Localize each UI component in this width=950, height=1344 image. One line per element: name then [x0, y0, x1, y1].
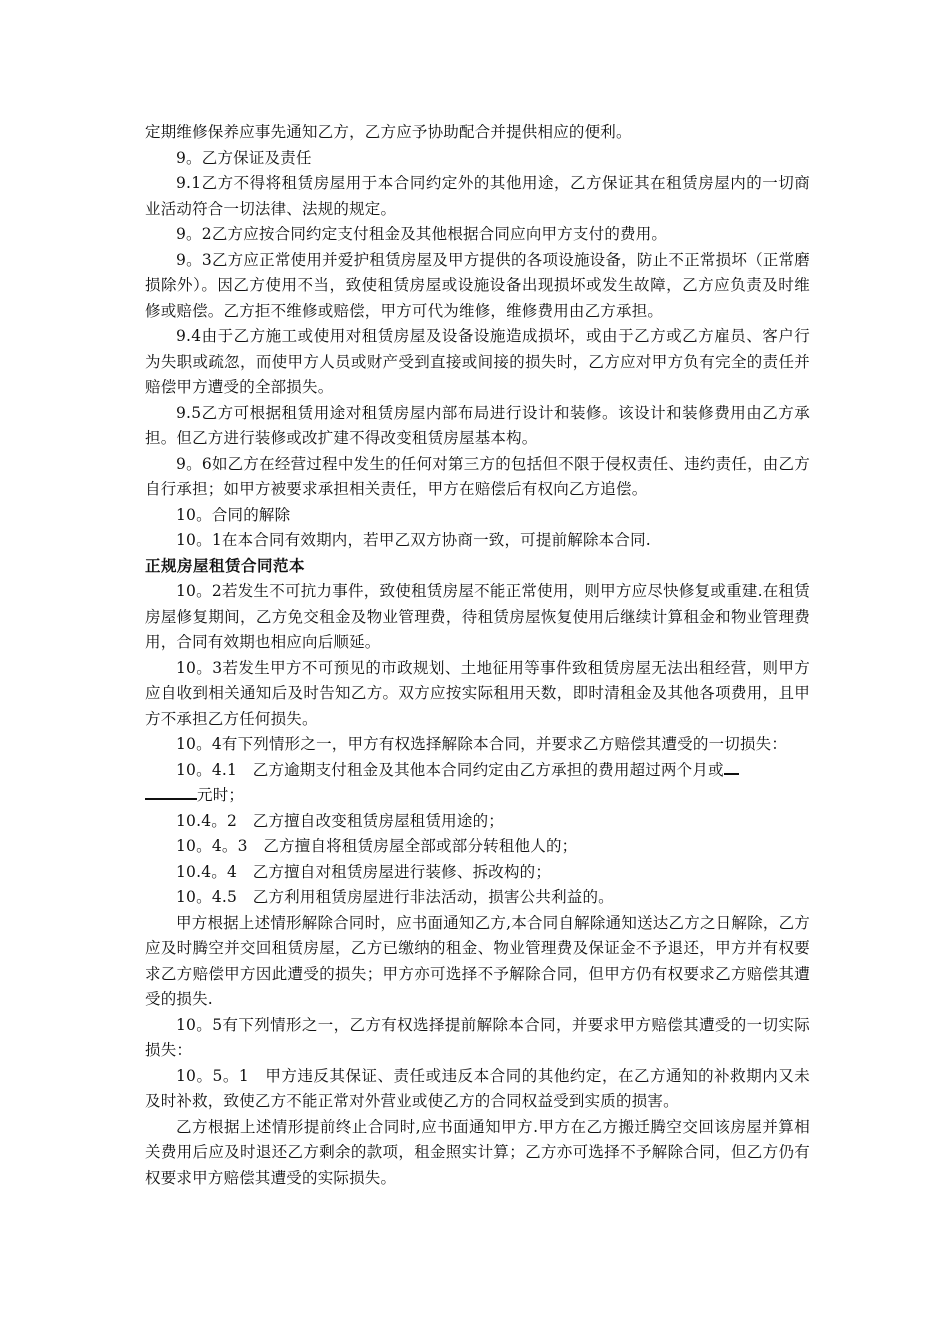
clause-9-5: 9.5乙方可根据租赁用途对租赁房屋内部布局进行设计和装修。该设计和装修费用由乙方承担。但乙方进行装修或改扩建不得改变租赁房屋基本构。 [145, 403, 810, 447]
blank-amount-field-continued [145, 798, 197, 800]
clause-9-2: 9。2乙方应按合同约定支付租金及其他根据合同应向甲方支付的费用。 [176, 225, 668, 243]
clause-9-6: 9。6如乙方在经营过程中发生的任何对第三方的包括但不限于侵权责任、违约责任，由乙方自行承担；如甲方被要求承担相关责任，甲方在赔偿后有权向乙方追偿。 [145, 454, 810, 498]
paragraph: 定期维修保养应事先通知乙方，乙方应予协助配合并提供相应的便利。 [145, 123, 632, 141]
clause-10-4: 10。4有下列情形之一，甲方有权选择解除本合同，并要求乙方赔偿其遭受的一切损失： [176, 735, 788, 753]
clause-10-4-5: 10。4.5 乙方利用租赁房屋进行非法活动，损害公共利益的。 [176, 888, 614, 906]
clause-10-4-2: 10.4。2 乙方擅自改变租赁房屋租赁用途的； [176, 811, 504, 830]
section-title-10: 10。合同的解除 [176, 505, 291, 524]
clause-9-1: 9.1乙方不得将租赁房屋用于本合同约定外的其他用途，乙方保证其在租赁房屋内的一切商业活动符合一切法律、法规的规定。 [145, 174, 810, 218]
clause-10-5-1: 10。5。1 甲方违反其保证、责任或违反本合同的其他约定，在乙方通知的补救期内又未及时补救，致使乙方不能正常对外营业或使乙方的合同权益受到实质的损害。 [145, 1066, 810, 1110]
clause-10-5: 10。5有下列情形之一，乙方有权选择提前解除本合同，并要求甲方赔偿其遭受的一切实际损失： [145, 1015, 810, 1059]
clause-10-3: 10。3若发生甲方不可预见的市政规划、土地征用等事件致租赁房屋无法出租经营，则甲方应自收到相关通知后及时告知乙方。双方应按实际租用天数，即时清租金及其他各项费用，且甲方不承担乙方任何损失。 [145, 658, 810, 728]
clause-10-2: 10。2若发生不可抗力事件，致使租赁房屋不能正常使用，则甲方应尽快修复或重建.在租赁房屋修复期间，乙方免交租金及物业管理费，待租赁房屋恢复使用后继续计算租金和物业管理费用，合同有效期也相应向后顺延。 [145, 582, 810, 651]
clause-10-4-1 [145, 758, 810, 809]
document-heading: 正规房屋租赁合同范本 [145, 556, 306, 575]
paragraph-tenant-termination: 乙方根据上述情形提前终止合同时,应书面通知甲方.甲方在乙方搬迁腾空交回该房屋并算相关费用后应及时退还乙方剩余的款项，租金照实计算；乙方亦可选择不予解除合同，但乙方仍有权要求甲方赔偿其遭受的实际损失。 [145, 1117, 810, 1187]
clause-10-4-3: 10。4。3 乙方擅自将租赁房屋全部或部分转租他人的； [176, 837, 578, 855]
clause-10-4-4: 10.4。4 乙方擅自对租赁房屋进行装修、拆改构的； [176, 862, 552, 881]
paragraph-landlord-termination: 甲方根据上述情形解除合同时，应书面通知乙方,本合同自解除通知送达乙方之日解除，乙方应及时腾空并交回租赁房屋，乙方已缴纳的租金、物业管理费及保证金不予退还，甲方并有权要求乙方赔偿甲方因此遭受的损失；甲方亦可选择不予解除合同，但甲方仍有权要求乙方赔偿其遭受的损失. [145, 913, 810, 1008]
section-title-9: 9。乙方保证及责任 [176, 148, 312, 167]
clause-10-1: 10。1在本合同有效期内，若甲乙双方协商一致，可提前解除本合同. [176, 531, 651, 549]
clause-9-4: 9.4由于乙方施工或使用对租赁房屋及设备设施造成损坏，或由于乙方或乙方雇员、客户行为失职或疏忽，而使甲方人员或财产受到直接或间接的损失时，乙方应对甲方负有完全的责任并赔偿甲方遭受的全部损失。 [145, 327, 810, 396]
document-body [145, 120, 810, 1191]
clause-10-4-1-suffix: 元时； [197, 786, 245, 804]
blank-amount-field [724, 773, 739, 775]
clause-9-3: 9。3乙方应正常使用并爱护租赁房屋及甲方提供的各项设施设备，防止不正常损坏（正常磨损除外）。因乙方使用不当，致使租赁房屋或设施设备出现损坏或发生故障，乙方应负责及时维修或赔偿。乙方拒不维修或赔偿，甲方可代为维修，维修费用由乙方承担。 [145, 250, 810, 320]
clause-10-4-1-text: 10。4.1 乙方逾期支付租金及其他本合同约定由乙方承担的费用超过两个月或 [176, 760, 724, 779]
